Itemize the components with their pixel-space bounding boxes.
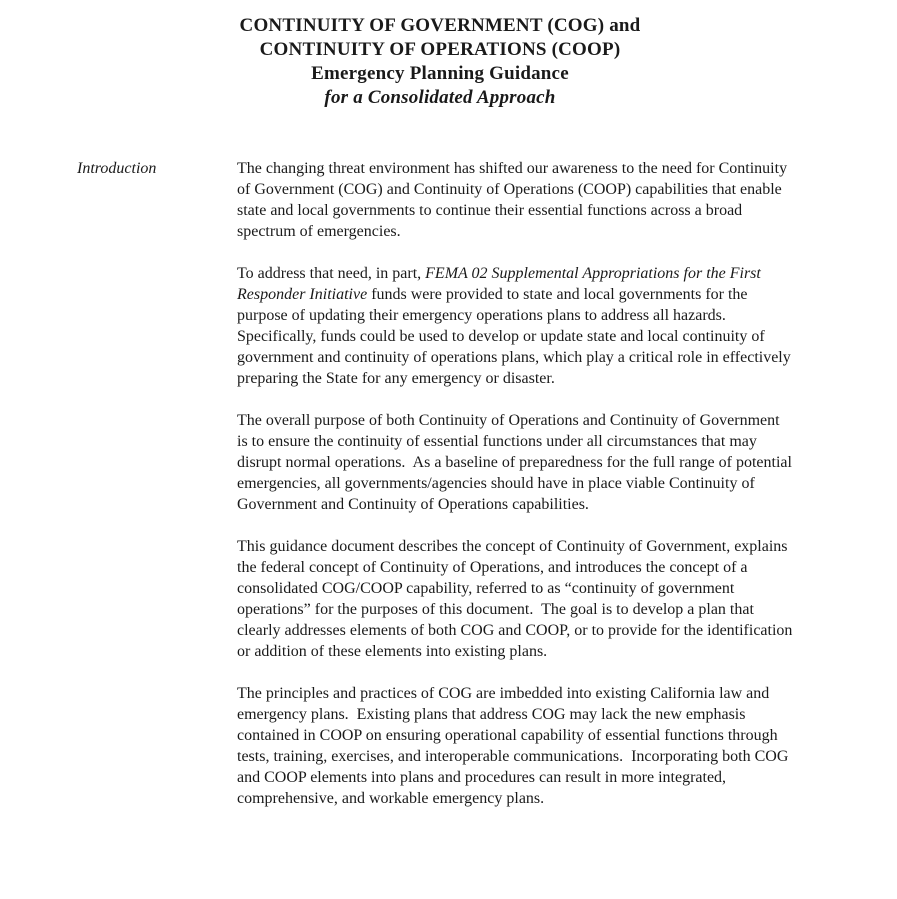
paragraph-5-text: The principles and practices of COG are imbedded into existing California law and emergency plans. Existing plans that address COG may lack the new emphasis contained in COOP on ensuring operational capability of essential functions through tests, training, exercises, and interoperable communications. Incorporating both COG and COOP elements into plans and procedures can result in more integrated, comprehensive, and workable emergency plans. [237,685,793,807]
paragraph-1 [237,158,793,242]
title-line-1: CONTINUITY OF GOVERNMENT (COG) and [239,15,641,36]
paragraph-3 [237,410,796,515]
document-title [0,14,880,110]
paragraph-5 [237,683,793,809]
body-column [237,158,797,830]
paragraph-2-citation: FEMA 02 Supplemental Appropriations for the First Responder Initiative [237,265,765,303]
paragraph-2 [237,263,793,389]
paragraph-1-text: The changing threat environment has shifted our awareness to the need for Continuity of Government (COG) and Continuity of Operations (COOP) capabilities that enable state and local governments to continue their essential functions across a broad spectrum of emergencies. [237,160,792,240]
paragraph-4-text: This guidance document describes the concept of Continuity of Government, explains the federal concept of Continuity of Operations, and introduces the concept of a consolidated COG/COOP capability, referred to as “continuity of government operations” for the purposes of this document. The goal is to develop a plan that clearly addresses elements of both COG and COOP, or to provide for the identification or addition of these elements into existing plans. [237,538,797,660]
paragraph-2-text-rest: funds were provided to state and local governments for the purpose of updating their emergency operations plans to address all hazards. Specifically, funds could be used to develop or update state and local continuity of government and continuity of operations plans, which play a critical role in effectively preparing the State for any emergency or disaster. [237,286,795,387]
paragraph-3-text: The overall purpose of both Continuity of Operations and Continuity of Government is to ensure the continuity of essential functions under all circumstances that may disrupt normal operations. As a baseline of preparedness for the full range of potential emergencies, all governments/agencies should have in place viable Continuity of Government and Continuity of Operations capabilities. [237,412,796,513]
paragraph-2-text-lead: To address that need, in part, [237,265,426,282]
section-label-introduction: Introduction [77,160,157,177]
title-line-3: Emergency Planning Guidance [311,63,569,84]
title-line-2: CONTINUITY OF OPERATIONS (COOP) [259,39,621,60]
title-line-4: for a Consolidated Approach [324,87,556,108]
paragraph-4 [237,536,797,662]
